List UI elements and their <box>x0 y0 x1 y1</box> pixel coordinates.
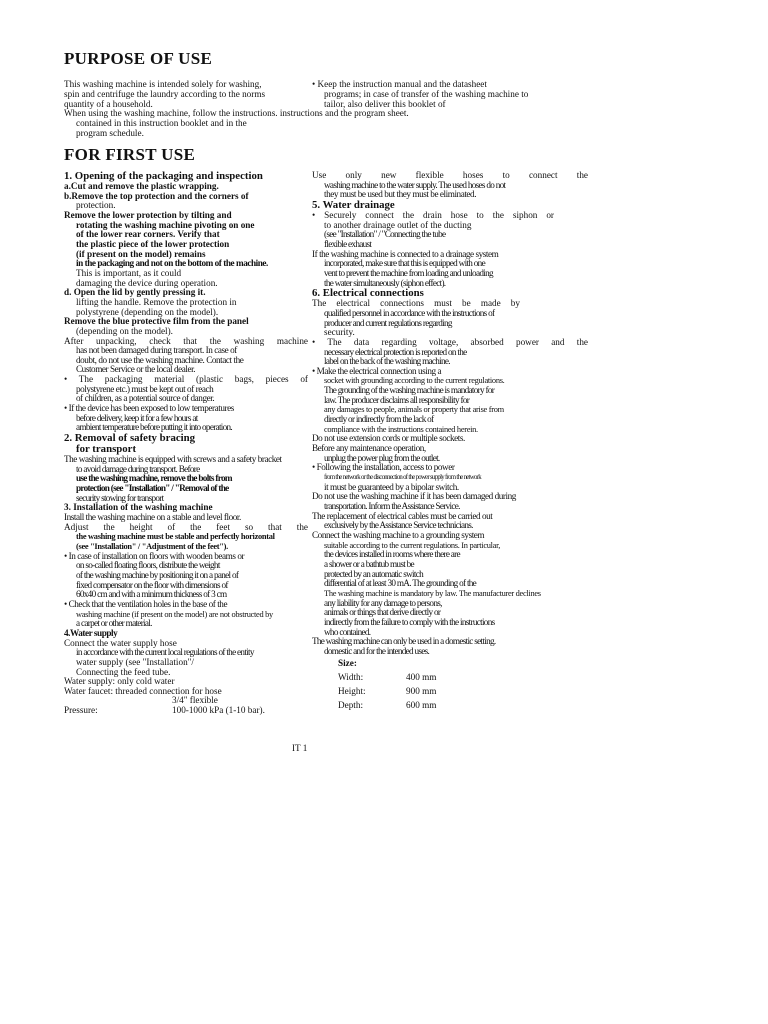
purpose-right-paragraph <box>312 79 572 109</box>
heading-purpose-of-use: PURPOSE OF USE <box>64 49 213 68</box>
text-line: a.Cut and remove the plastic wrapping. <box>64 182 219 191</box>
text-line: polystyrene etc.) must be kept out of reach <box>76 384 214 394</box>
text-line: fixed compensator on the floor with dimensions of <box>76 580 228 590</box>
text-line: spin and centrifuge the laundry according to the norms <box>64 89 266 99</box>
text-line: the plastic piece of the lower protection <box>76 239 230 249</box>
text-line: If the washing machine is connected to a drainage system <box>312 249 499 259</box>
text-line: polystyrene (depending on the model). <box>76 307 219 317</box>
size-title: Size: <box>338 658 357 668</box>
text-line: in the packaging and not on the bottom of the machine. <box>76 259 268 269</box>
text-line: The grounding of the washing machine is mandatory for <box>324 386 495 396</box>
text-line: the washing machine must be stable and perfectly horizontal <box>76 532 275 542</box>
heading-for-first-use: FOR FIRST USE <box>64 145 196 164</box>
text-line: program schedule. <box>76 128 144 138</box>
text-line: it must be guaranteed by a bipolar switch. <box>324 482 459 492</box>
text-line: lifting the handle. Remove the protection in <box>76 297 237 307</box>
text-line: (depending on the model). <box>76 326 173 336</box>
text-line: necessary electrical protection is reported on the <box>324 347 467 357</box>
text-line: quantity of a household. <box>64 99 153 109</box>
text-line: of the washing machine by positioning it on a panel of <box>76 570 239 580</box>
height-value: 900 mm <box>406 686 437 696</box>
height-label: Height: <box>338 686 366 696</box>
text-line: • Securely connect the drain hose to the siphon or <box>312 210 554 220</box>
text-line: The replacement of electrical cables must be carried out <box>312 511 493 521</box>
section-title: 6. Electrical connections <box>312 288 424 300</box>
text-line: washing machine to the water supply. The used hoses do not <box>324 180 506 190</box>
page-number: IT 1 <box>292 743 308 753</box>
text-line: flexible exhaust <box>324 239 372 249</box>
text-line: incorporated, make sure that this is equipped with one <box>324 259 485 269</box>
section-title: 2. Removal of safety bracing <box>64 433 196 445</box>
width-value: 400 mm <box>406 672 437 682</box>
right-column <box>312 171 588 657</box>
text-line: suitable according to the current regulations. In particular, <box>324 540 501 550</box>
text-line: Remove the lower protection by tilting and <box>64 210 232 220</box>
text-line: tailor, also deliver this booklet of <box>324 99 446 109</box>
text-line: (see "Installation" / "Connecting the tube <box>324 230 446 240</box>
text-line: The electrical connections must be made by <box>312 299 520 309</box>
text-line: vent to prevent the machine from loading and unloading <box>324 268 493 278</box>
pressure-label: Pressure: <box>64 706 98 716</box>
text-line: security. <box>324 328 355 338</box>
text-line: the water simultaneously (siphon effect). <box>324 278 446 288</box>
text-line: Water supply: only cold water <box>64 677 175 687</box>
text-line: This washing machine is intended solely for washing, <box>64 79 262 89</box>
text-line: Do not use the washing machine if it has been damaged during <box>312 492 516 502</box>
text-line: law. The producer disclaims all responsibility for <box>324 395 470 405</box>
section-title: 1. Opening of the packaging and inspection <box>64 171 263 182</box>
text-line: a carpet or other material. <box>76 619 152 629</box>
section-title: 3. Installation of the washing machine <box>64 503 213 513</box>
text-line: domestic and for the intended uses. <box>324 646 430 656</box>
text-line: label on the back of the washing machine. <box>324 357 450 367</box>
text-line: • The packaging material (plastic bags, pieces of <box>64 375 308 385</box>
text-line: Connect the washing machine to a grounding system <box>312 530 485 540</box>
text-line: rotating the washing machine pivoting on one <box>76 220 255 230</box>
text-line: protected by an automatic switch <box>324 569 424 579</box>
size-title-row <box>338 658 518 672</box>
text-line: transportation. Inform the Assistance Service. <box>324 502 460 511</box>
text-line: to another drainage outlet of the ducting <box>324 220 472 230</box>
height-row <box>338 686 518 700</box>
text-line: use the washing machine, remove the bolts from <box>76 474 232 484</box>
text-line: animals or things that derive directly or <box>324 608 441 618</box>
depth-value: 600 mm <box>406 700 437 710</box>
left-column <box>64 171 308 716</box>
text-line: producer and current regulations regarding <box>324 318 452 328</box>
text-line: of the lower rear corners. Verify that <box>76 230 220 240</box>
text-line: Remove the blue protective film from the panel <box>64 317 249 327</box>
text-line: • If the device has been exposed to low temperatures <box>64 404 234 414</box>
text-line: 60x40 cm and with a minimum thickness of 3 cm <box>76 590 227 600</box>
text-line: before delivery, keep it for a few hours at <box>76 413 198 423</box>
text-line: • Make the electrical connection using a <box>312 366 442 376</box>
text-line: • The data regarding voltage, absorbed power and the <box>312 337 588 347</box>
depth-row <box>338 700 518 714</box>
text-line: doubt, do not use the washing machine. Contact the <box>76 355 244 365</box>
text-line: on so-called floating floors, distribute the weight <box>76 561 220 571</box>
text-line: a shower or a bathtub must be <box>324 559 414 569</box>
text-line: programs; in case of transfer of the washing machine to <box>324 89 529 99</box>
text-line: Do not use extension cords or multiple sockets. <box>312 434 465 444</box>
text-line: differential of at least 30 mA. The grounding of the <box>324 579 477 589</box>
pressure-row <box>64 706 308 716</box>
text-line: (see "Installation" / "Adjustment of the feet"). <box>76 541 228 551</box>
text-line: 3/4" flexible <box>172 696 218 706</box>
section-title: 4.Water supply <box>64 628 118 638</box>
text-line: indirectly from the failure to comply with the instructions <box>324 617 495 627</box>
text-line: • Keep the instruction manual and the datasheet <box>312 79 487 89</box>
text-line: Customer Service or the local dealer. <box>76 365 196 375</box>
text-line: Adjust the height of the feet so that the <box>64 522 308 532</box>
text-line: d. Open the lid by gently pressing it. <box>64 288 206 298</box>
text-line: has not been damaged during transport. In case of <box>76 346 237 356</box>
text-line: directly or indirectly from the lack of <box>324 415 434 425</box>
section-title: 5. Water drainage <box>312 199 395 211</box>
text-line: • In case of installation on floors with wooden beams or <box>64 551 245 561</box>
text-line: unplug the power plug from the outlet. <box>324 453 440 463</box>
text-line: When using the washing machine, follow the instructions. instructions and the program sheet. <box>64 108 409 118</box>
text-line: security stowing for transport <box>76 493 164 503</box>
text-line: they must be used but they must be eliminated. <box>324 190 477 200</box>
text-line: ambient temperature before putting it into operation. <box>76 423 233 433</box>
text-line: • Following the installation, access to power <box>312 463 455 473</box>
size-specification <box>338 658 518 714</box>
text-line: qualified personnel in accordance with the instructions of <box>324 308 495 318</box>
text-line: protection (see "Installation" / "Removal of the <box>76 484 229 494</box>
text-line: who contained. <box>324 627 371 637</box>
text-line: Install the washing machine on a stable and level floor. <box>64 513 241 522</box>
text-line: Before any maintenance operation, <box>312 444 426 454</box>
text-line: After unpacking, check that the washing machine <box>64 336 308 346</box>
depth-label: Depth: <box>338 700 364 710</box>
text-line: in accordance with the current local regulations of the entity <box>76 648 254 658</box>
text-line: • Check that the ventilation holes in the base of the <box>64 599 228 609</box>
text-line: to avoid damage during transport. Before <box>76 464 200 474</box>
text-line: of children, as a potential source of danger. <box>76 394 215 404</box>
section-title: for transport <box>76 444 137 456</box>
text-line: b.Remove the top protection and the corners of <box>64 191 249 201</box>
text-line: the devices installed in rooms where there are <box>324 550 460 560</box>
text-line: Water faucet: threaded connection for hose <box>64 686 222 696</box>
text-line: Use only new flexible hoses to connect the <box>312 171 588 180</box>
text-line: The washing machine is mandatory by law. The manufacturer declines <box>324 588 541 598</box>
pressure-value: 100-1000 kPa (1-10 bar). <box>172 706 265 716</box>
text-line: any liability for any damage to persons, <box>324 598 442 608</box>
text-line: Connect the water supply hose <box>64 638 177 648</box>
purpose-tail-paragraph <box>64 108 484 138</box>
text-line: The washing machine can only be used in a domestic setting. <box>312 637 496 647</box>
text-line: Connecting the feed tube. <box>76 667 171 677</box>
width-row <box>338 672 518 686</box>
purpose-left-paragraph <box>64 79 304 109</box>
text-line: exclusively by the Assistance Service technicians. <box>324 521 473 531</box>
text-line: The washing machine is equipped with screws and a safety bracket <box>64 454 282 465</box>
text-line: This is important, as it could <box>76 268 182 278</box>
text-line: socket with grounding according to the current regulations. <box>324 376 505 386</box>
text-line: from the network or the disconnection of the power supply from the network <box>324 474 481 482</box>
text-line: any damages to people, animals or property that arise from <box>324 405 504 415</box>
text-line: protection. <box>76 201 116 211</box>
text-line: water supply (see "Installation"/ <box>76 657 194 667</box>
text-line: damaging the device during operation. <box>76 278 218 288</box>
text-line: washing machine (if present on the model) are not obstructed by <box>76 609 273 619</box>
text-line: contained in this instruction booklet and in the <box>76 118 247 128</box>
width-label: Width: <box>338 672 364 682</box>
text-line: compliance with the instructions contained herein. <box>324 424 478 434</box>
text-line: (if present on the model) remains <box>76 249 206 259</box>
